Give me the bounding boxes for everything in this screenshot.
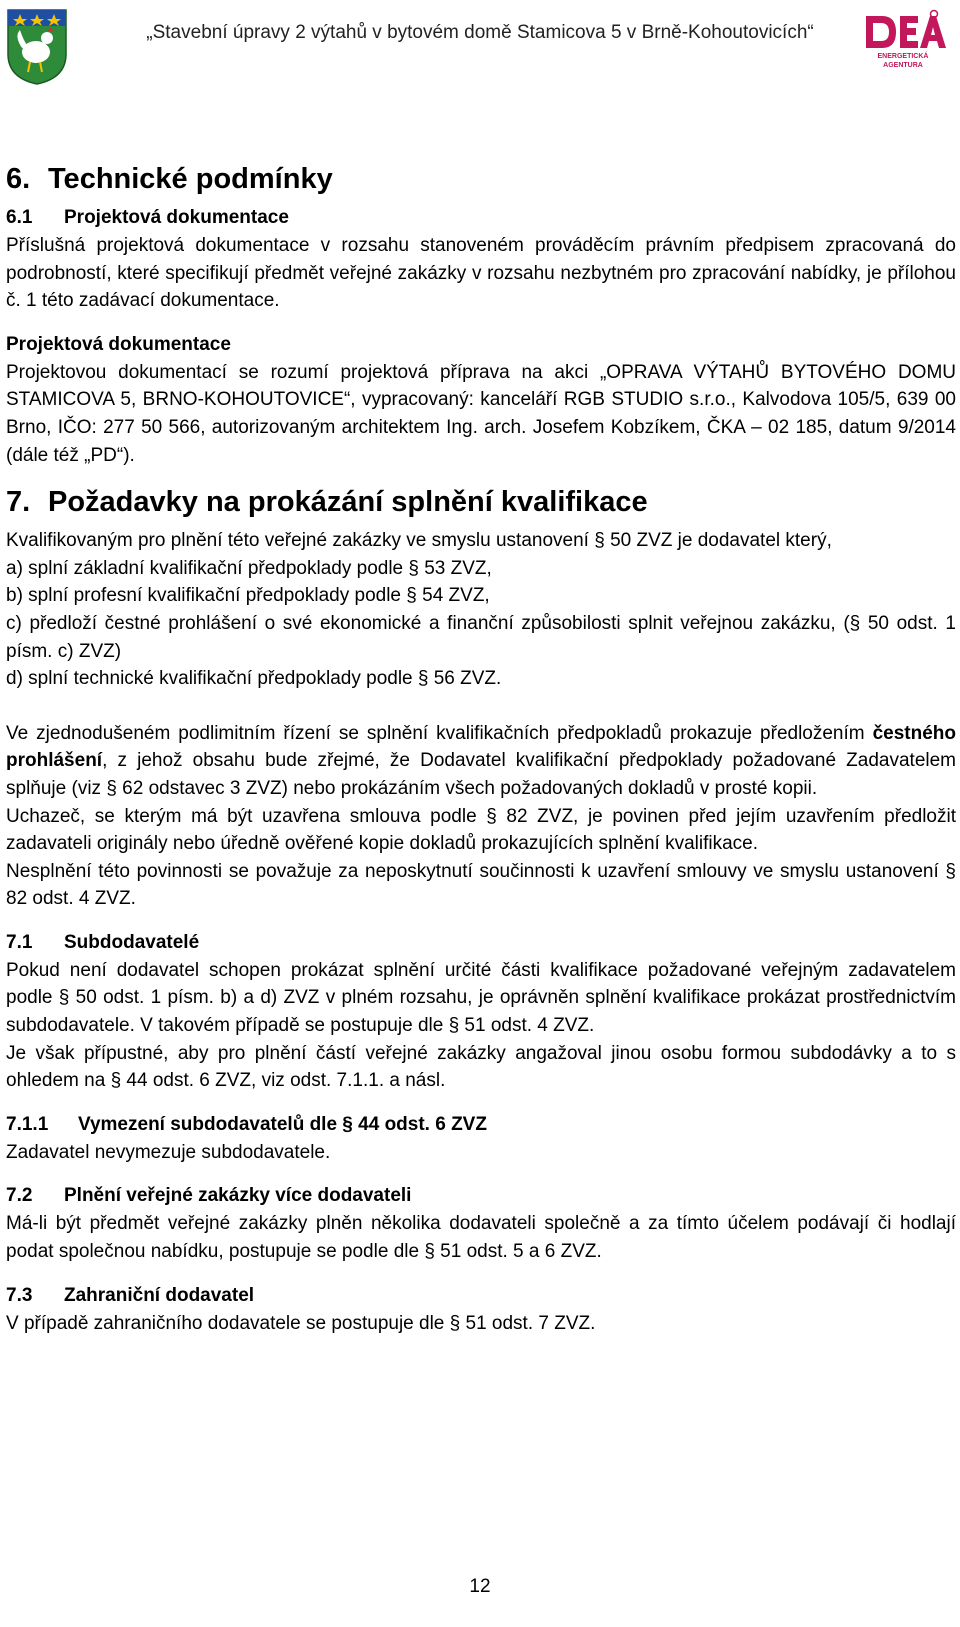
section-6-1-heading: 6.1 Projektová dokumentace [6, 207, 289, 228]
logo-text-energeticka: ENERGETICKÁ [877, 53, 929, 60]
municipal-crest-icon [6, 8, 68, 86]
section-6-heading: 6. Technické podmínky [6, 163, 333, 195]
section-7-2-heading: 7.2 Plnění veřejné zakázky více dodavateli [6, 1185, 412, 1207]
page-number: 12 [469, 1576, 491, 1597]
qualification-item-d: d) splní technické kvalifikační předpoklady podle § 56 ZVZ. [6, 668, 502, 690]
logo-text-agentura: AGENTURA [883, 62, 923, 69]
qualification-item-b: b) splní profesní kvalifikační předpoklady podle § 54 ZVZ, [6, 585, 490, 607]
section-7-1-text-1: Pokud není dodavatel schopen prokázat splnění určité části kvalifikace požadované veřejným zadavatelem podle § 50 odst. 1 písm. b) a d) ZVZ v plném rozsahu, je oprávněn splnění kvalifikace prokázat prostřednictvím subdodavatele. V takovém případě se postupuje dle § 51 odst. 4 ZVZ. [6, 959, 956, 1037]
section-7-3-heading: 7.3 Zahraniční dodavatel [6, 1284, 255, 1306]
qualification-item-c: c) předloží čestné prohlášení o své ekonomické a finanční způsobilosti splnit veřejnou zakázku, (§ 50 odst. 1 písm. c) ZVZ) [6, 612, 956, 662]
section-7-paragraph-2: Uchazeč, se kterým má být uzavřena smlouva podle § 82 ZVZ, je povinen před jejím uzavřením předložit zadavateli originály nebo úředně ověřené kopie dokladů prokazujících splnění kvalifikace. [6, 805, 956, 855]
section-7-1-heading: 7.1 Subdodavatelé [6, 931, 200, 953]
energy-agency-logo-icon [860, 8, 946, 70]
section-7-1-1-text: Zadavatel nevymezuje subdodavatele. [6, 1141, 331, 1163]
section-7-2-text: Má-li být předmět veřejné zakázky plněn několika dodavateli společně a za tímto účelem podávají či hodlají podat společnou nabídku, postupuje se podle dle § 51 odst. 5 a 6 ZVZ. [6, 1213, 956, 1263]
section-7-heading: 7. Požadavky na prokázání splnění kvalifikace [6, 486, 648, 519]
section-7-3-text: V případě zahraničního dodavatele se postupuje dle § 51 odst. 7 ZVZ. [6, 1312, 596, 1334]
section-7-intro: Kvalifikovaným pro plnění této veřejné zakázky ve smyslu ustanovení § 50 ZVZ je dodavatel který, [6, 530, 832, 552]
section-7-1-text-2: Je však přípustné, aby pro plnění částí veřejné zakázky angažoval jinou osobu formou subdodávky a to s ohledem na § 44 odst. 6 ZVZ, viz odst. 7.1.1. a násl. [6, 1042, 956, 1092]
document-header-title: „Stavební úpravy 2 výtahů v bytovém domě Stamicova 5 v Brně-Kohoutovicích“ [146, 22, 814, 43]
document-content [6, 160, 956, 1337]
pd-heading: Projektová dokumentace [6, 333, 231, 355]
section-7-paragraph-3: Nesplnění této povinnosti se považuje za neposkytnutí součinnosti k uzavření smlouvy ve smyslu ustanovení § 82 odst. 4 ZVZ. [6, 860, 956, 910]
pd-text: Projektovou dokumentací se rozumí projektová příprava na akci „OPRAVA VÝTAHŮ BYTOVÉHO DOMU STAMICOVA 5, BRNO-KOHOUTOVICE“, vypracovaný: kanceláří RGB STUDIO s.r.o., Kalvodova 105/5, 639 00 Brno, IČO: 277 50 566, autorizovaným architektem Ing. arch. Josefem Kobzíkem, ČKA – 02 185, datum 9/2014 (dále též „PD“). [6, 361, 956, 466]
section-6-1-text: Příslušná projektová dokumentace v rozsahu stanoveném prováděcím právním předpisem zpracovaná do podrobností, které specifikují předmět veřejné zakázky v rozsahu nezbytném pro zpracování nabídky, je přílohou č. 1 této zadávací dokumentace. [6, 235, 956, 312]
qualification-item-a: a) splní základní kvalifikační předpoklady podle § 53 ZVZ, [6, 557, 492, 579]
bold-cestne-prohlaseni: čestného prohlášení [6, 722, 956, 772]
section-7-paragraph-1: Ve zjednodušeném podlimitním řízení se splnění kvalifikačních předpokladů prokazuje předložením čestného prohlášení, z jehož obsahu bude zřejmé, že Dodavatel kvalifikační předpoklady požadované Zadavatelem splňuje (viz § 62 odstavec 3 ZVZ) nebo prokázáním všech požadovaných dokladů v prosté kopii. [6, 722, 956, 799]
section-7-1-1-heading: 7.1.1 Vymezení subdodavatelů dle § 44 odst. 6 ZVZ [6, 1113, 487, 1135]
